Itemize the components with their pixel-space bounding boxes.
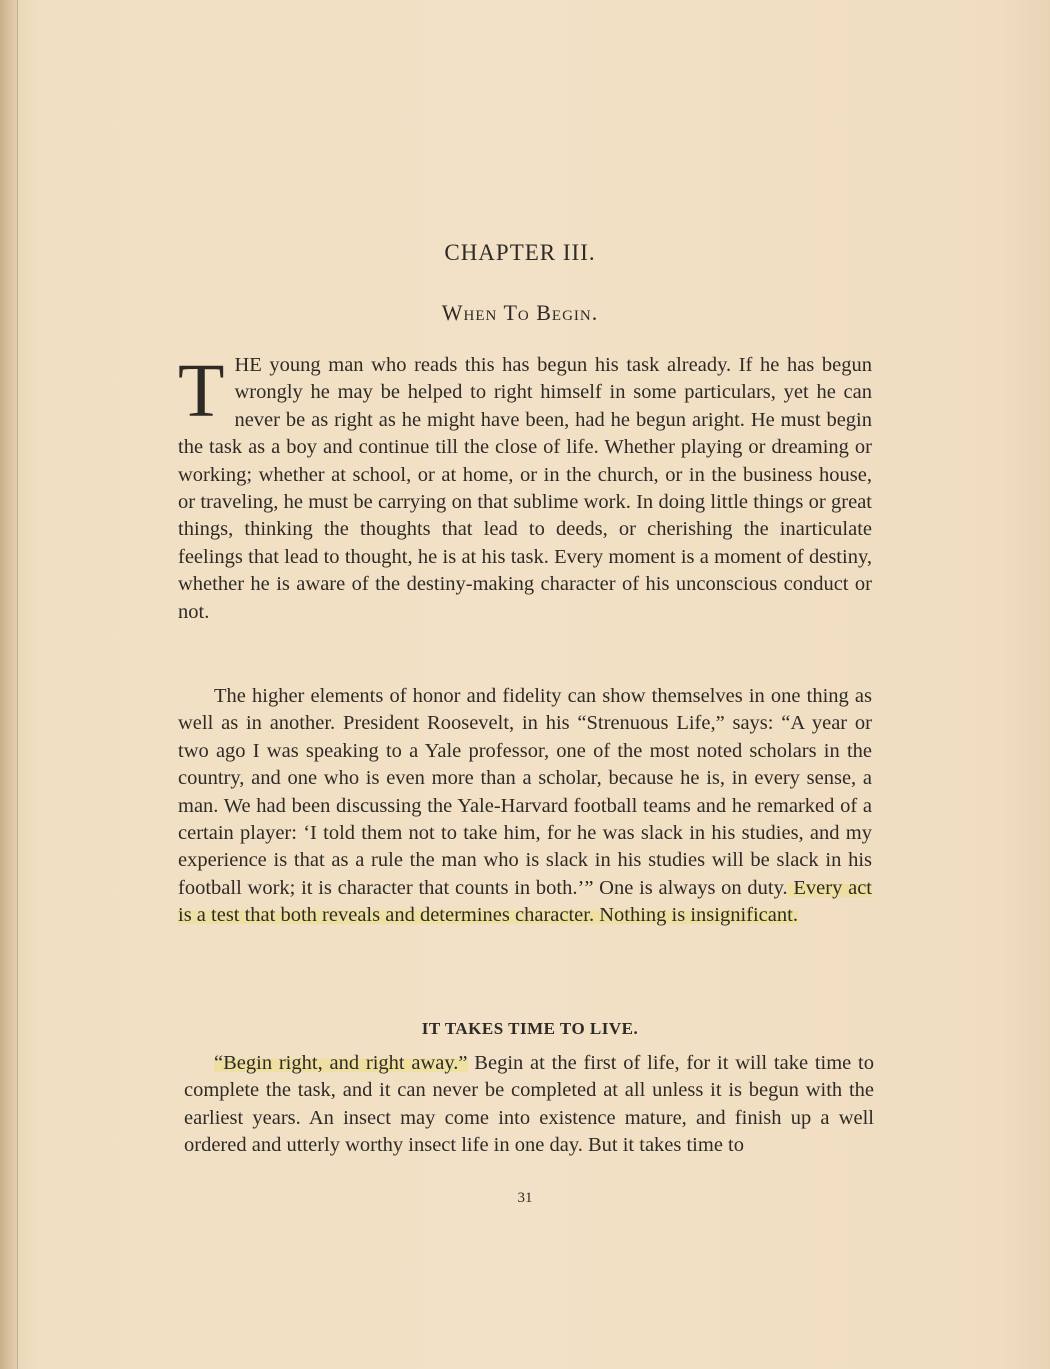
paragraph-3-text: Begin at the first of life, for it will take time to complete the task, and it can never be completed at all unless it is begun with the earliest years. An insect may come into existence mature, and finish up a well ordered and utterly worthy insect life in one day. But it takes time to xyxy=(184,1052,874,1157)
page-number: 31 xyxy=(517,1190,533,1206)
lead-in: HE xyxy=(234,354,262,376)
chapter-heading: CHAPTER III. xyxy=(444,240,596,265)
spine-edge xyxy=(17,0,18,1369)
page-spine xyxy=(0,0,18,1369)
chapter-title: When To Begin. xyxy=(441,300,599,325)
paragraph-2-highlight: Every act is a test that both reveals and determines character. Nothing is insignificant. xyxy=(178,876,872,927)
paragraph-2 xyxy=(178,683,872,930)
paragraph-3 xyxy=(184,1050,874,1160)
paragraph-1 xyxy=(178,349,872,626)
section-heading: IT TAKES TIME TO LIVE. xyxy=(421,1019,639,1038)
paragraph-3-highlight: “Begin right, and right away.” xyxy=(214,1052,468,1074)
paragraph-1-text: young man who reads this has begun his task already. If he has begun wrongly he may be helped to right himself in some particulars, yet he can never be as right as he might have been, had he begun aright. He must begin the task as a boy and continue till the close of life. Whether playing or dreaming or working; whether at school, or at home, or in the church, or in the business house, or traveling, he must be carrying on that sublime work. In doing little things or great things, thinking the thoughts that lead to deeds, or cherishing the inarticulate feelings that lead to thought, he is at his task. Every moment is a moment of destiny, whether he is aware of the destiny-making character of his unconscious conduct or not. xyxy=(178,354,872,623)
drop-cap: T xyxy=(178,349,225,433)
paragraph-2-text: The higher elements of honor and fidelity can show themselves in one thing as well as in another. President Roosevelt, in his “Strenuous Life,” says: “A year or two ago I was speaking to a Yale professor, one of the most noted scholars in the country, and one who is even more than a scholar, because he is, in every sense, a man. We had been discussing the Yale-Harvard football teams and he remarked of a certain player: ‘I told them not to take him, for he was slack in his studies, and my experience is that as a rule the man who is slack in his studies will be slack in his football work; it is character that counts in both.’” One is always on duty. xyxy=(178,685,872,899)
